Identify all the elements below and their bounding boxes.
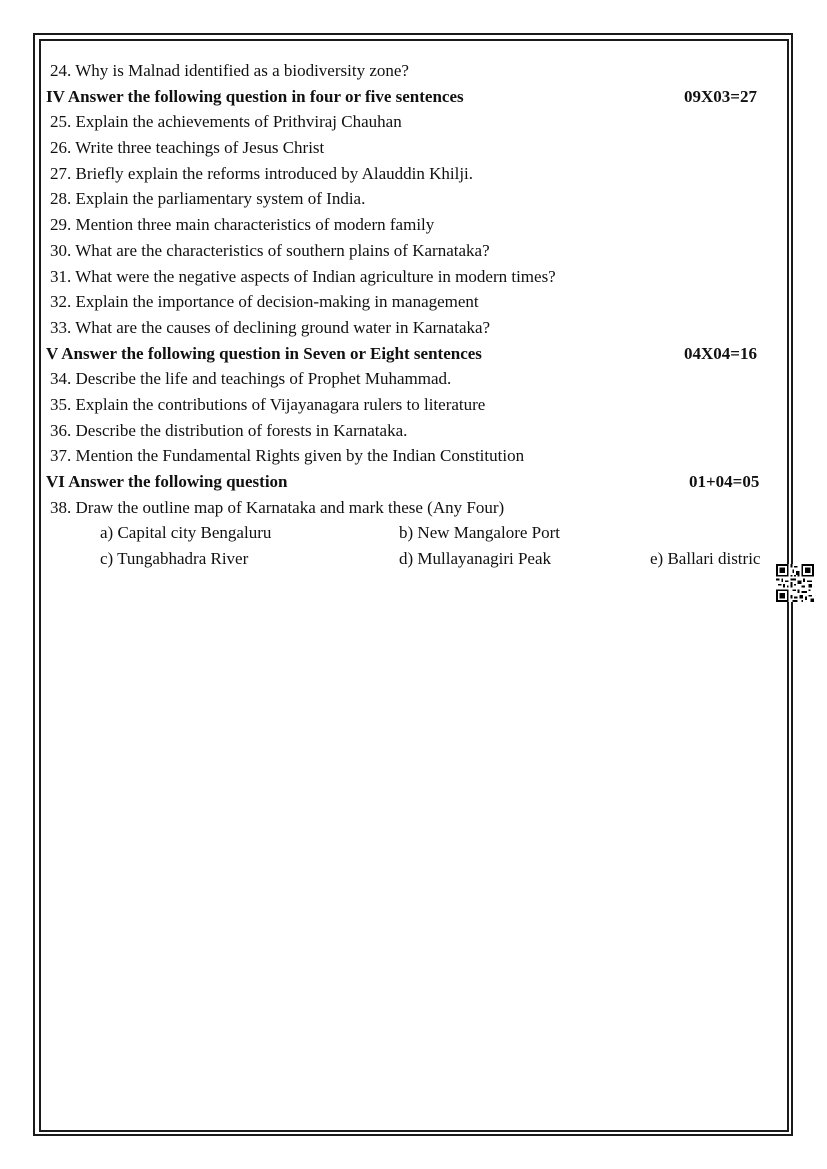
question-37: 37. Mention the Fundamental Rights given by the Indian Constitution	[50, 446, 525, 466]
question-36: 36. Describe the distribution of forests in Karnataka.	[50, 420, 408, 440]
question-paper	[46, 58, 776, 572]
section-iv-marks: 09X03=27	[684, 86, 757, 106]
section-vi-marks: 01+04=05	[689, 472, 760, 491]
question-35: 35. Explain the contributions of Vijayanagara rulers to literature	[50, 394, 486, 414]
section-vi-title: VI Answer the following question	[46, 472, 288, 491]
question-30: 30. What are the characteristics of southern plains of Karnataka?	[50, 240, 490, 260]
option-c: c) Tungabhadra River	[100, 549, 249, 569]
section-v-title: V Answer the following question in Seven or Eight sentences	[46, 343, 482, 363]
question-33: 33. What are the causes of declining ground water in Karnataka?	[50, 317, 491, 337]
question-34: 34. Describe the life and teachings of Prophet Muhammad.	[50, 369, 452, 389]
section-vi-heading	[46, 469, 776, 495]
option-e: e) Ballari distric	[650, 549, 761, 569]
question-25: 25. Explain the achievements of Prithviraj Chauhan	[50, 112, 402, 132]
question-28: 28. Explain the parliamentary system of India.	[50, 189, 366, 209]
option-a: a) Capital city Bengaluru	[100, 523, 272, 543]
qr-code-icon[interactable]	[776, 564, 814, 602]
section-iv-title: IV Answer the following question in four or five sentences	[46, 86, 464, 106]
option-b: b) New Mangalore Port	[399, 523, 560, 543]
question-31: 31. What were the negative aspects of Indian agriculture in modern times?	[50, 266, 556, 286]
question-38: 38. Draw the outline map of Karnataka and mark these (Any Four)	[50, 497, 505, 517]
question-26: 26. Write three teachings of Jesus Christ	[50, 138, 325, 158]
options-row-1	[46, 520, 776, 546]
option-d: d) Mullayanagiri Peak	[399, 549, 552, 569]
section-iv-heading	[46, 84, 776, 110]
section-v-marks: 04X04=16	[684, 343, 757, 363]
question-32: 32. Explain the importance of decision-making in management	[50, 292, 479, 312]
section-v-heading	[46, 341, 776, 367]
options-row-2	[46, 546, 776, 572]
question-27: 27. Briefly explain the reforms introduced by Alauddin Khilji.	[50, 163, 474, 183]
question-29: 29. Mention three main characteristics of modern family	[50, 215, 435, 235]
question-24: 24. Why is Malnad identified as a biodiversity zone?	[50, 61, 409, 80]
